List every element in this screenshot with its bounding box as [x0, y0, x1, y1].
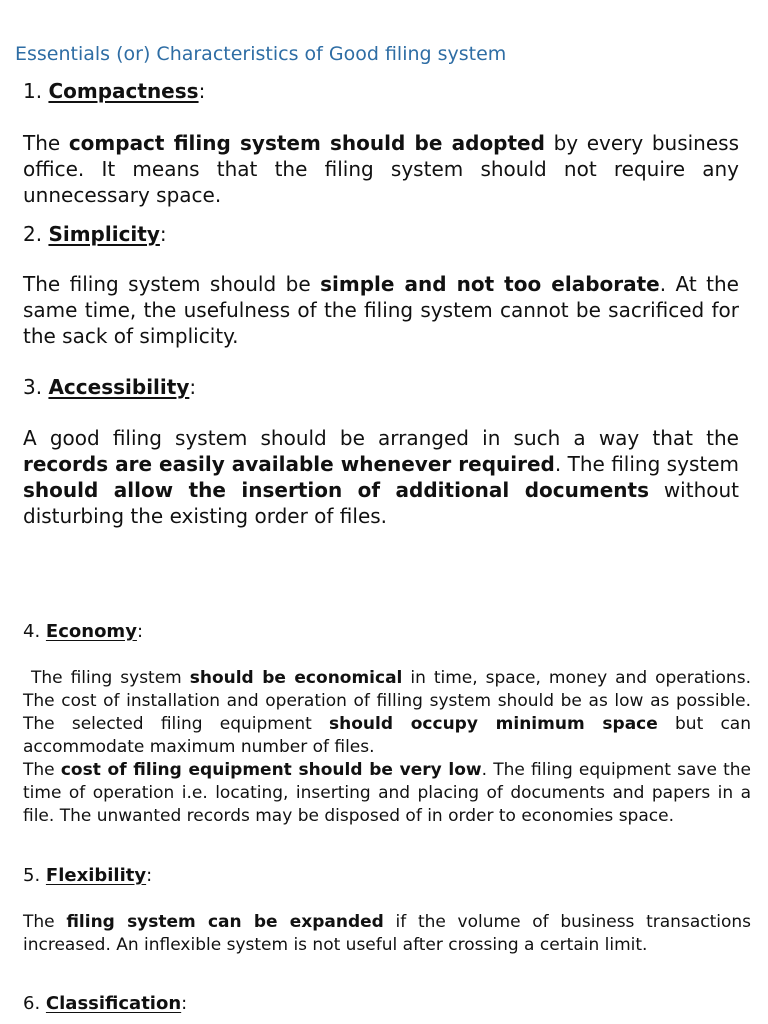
section-colon: : — [198, 79, 206, 103]
body-text: The — [23, 912, 67, 932]
section-number: 5. — [23, 865, 41, 886]
section-paragraph-economy — [23, 667, 751, 828]
section-heading-accessibility — [23, 375, 196, 399]
body-text: . The filing equipment save the time of operation i.e. locating, inserting and placing of documents and papers in a file. The unwanted records may be disposed of in order to economies space. — [23, 760, 751, 826]
section-name: Classification — [45, 993, 182, 1014]
page-title: Essentials (or) Characteristics of Good filing system — [15, 43, 507, 65]
section-paragraph-flexibility — [23, 911, 751, 957]
body-text: in time, space, money and operations. The cost of installation and operation of filling system should be as low as possible. The selected filing equipment — [23, 668, 751, 734]
bold-text: compact filing system should be adopted — [68, 131, 545, 155]
body-text: . The filing system — [554, 452, 739, 476]
section-number: 3. — [23, 375, 43, 399]
bold-text: records are easily available whenever required — [23, 452, 555, 476]
body-text: A good filing system should be arranged in such a way that the — [23, 426, 739, 450]
bold-text: simple and not too elaborate — [320, 272, 660, 296]
section-colon: : — [181, 993, 188, 1014]
section-name: Accessibility — [48, 375, 190, 399]
bold-text: filing system can be expanded — [66, 912, 384, 932]
body-text: The — [23, 131, 69, 155]
section-paragraph-accessibility — [23, 425, 739, 529]
body-text: if the volume of business transactions increased. An inflexible system is not useful after crossing a certain limit. — [23, 912, 751, 955]
section-heading-classification — [23, 993, 187, 1014]
body-text: The — [23, 760, 61, 780]
body-text: The filing system should be — [23, 272, 321, 296]
section-number: 1. — [23, 79, 43, 103]
section-heading-compactness — [23, 79, 205, 103]
bold-text: should be economical — [189, 668, 403, 688]
body-text: but can accommodate maximum number of files. — [23, 714, 752, 757]
section-colon: : — [146, 865, 153, 886]
body-text: without disturbing the existing order of files. — [23, 478, 740, 528]
section-heading-flexibility — [23, 865, 152, 886]
section-colon: : — [136, 621, 144, 642]
section-name: Compactness — [48, 79, 199, 103]
section-number: 4. — [23, 621, 41, 642]
section-colon: : — [159, 222, 167, 246]
section-heading-economy — [23, 621, 143, 642]
bold-text: cost of filing equipment should be very low — [60, 760, 482, 780]
section-paragraph-simplicity — [23, 271, 739, 349]
section-name: Simplicity — [48, 222, 160, 246]
bold-text: should allow the insertion of additional documents — [23, 478, 649, 502]
section-colon: : — [189, 375, 197, 399]
section-heading-simplicity — [23, 222, 167, 246]
body-text: by every business office. It means that the filing system should not require any unnecessary space. — [23, 131, 739, 207]
body-text: The filing system — [23, 668, 190, 688]
section-name: Economy — [45, 621, 137, 642]
section-paragraph-compactness — [23, 130, 739, 208]
section-number: 2. — [23, 222, 43, 246]
bold-text: should occupy minimum space — [329, 714, 658, 734]
body-text: . At the same time, the usefulness of the filing system cannot be sacrificed for the sack of simplicity. — [23, 272, 739, 348]
section-name: Flexibility — [45, 865, 147, 886]
section-number: 6. — [23, 993, 41, 1014]
